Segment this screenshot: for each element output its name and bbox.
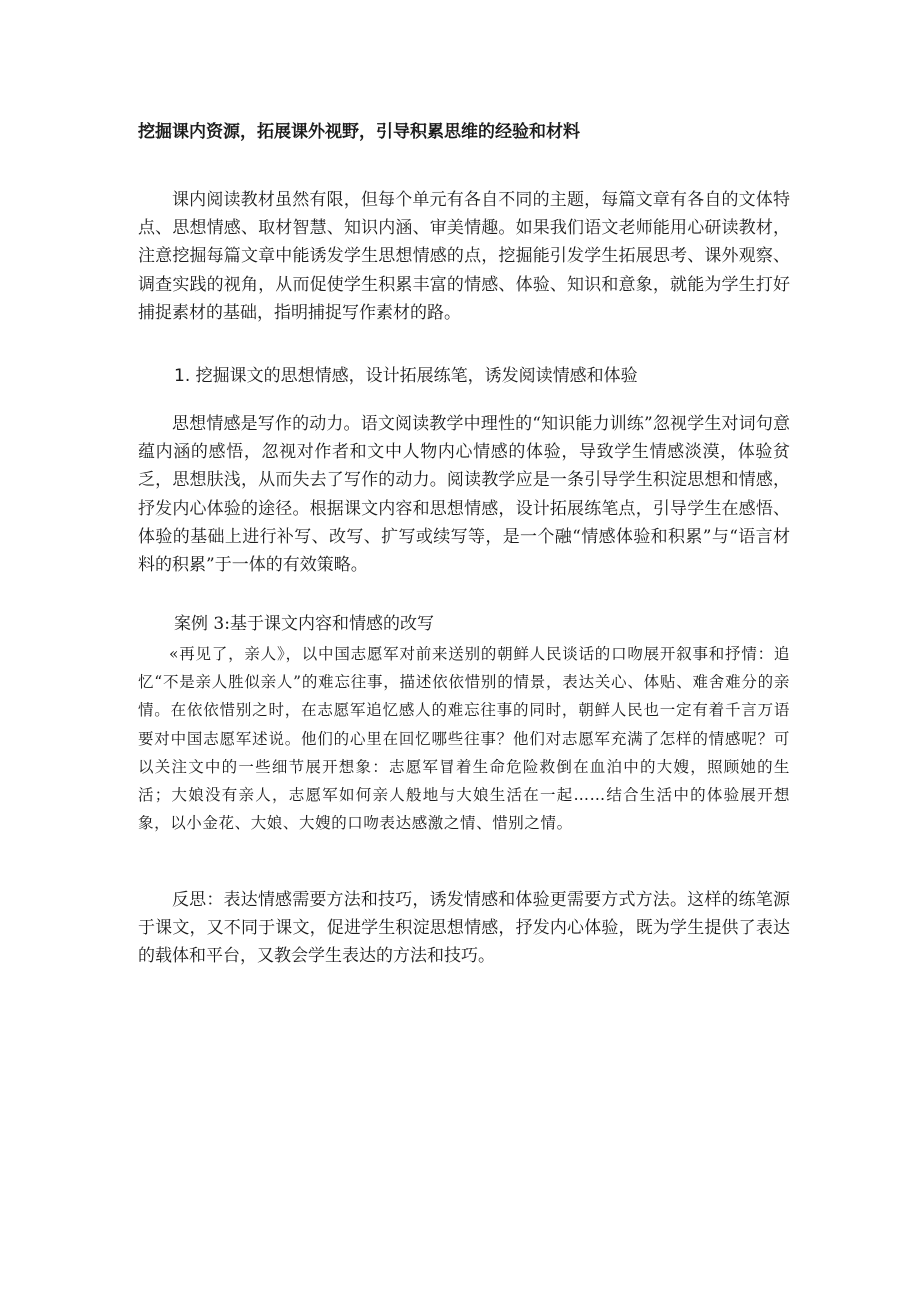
case-title: 案例 3:基于课文内容和情感的改写 [174, 614, 434, 634]
reflection-paragraph: 反思：表达情感需要方法和技巧，诱发情感和体验更需要方式方法。这样的练笔源于课文，又不同于课文，促进学生积淀思想情感，抒发内心体验，既为学生提供了表达的载体和平台，又教会学生表达的方法和技巧。 [138, 890, 790, 967]
document-title: 挖掘课内资源，拓展课外视野，引导积累思维的经验和材料 [138, 122, 580, 142]
intro-paragraph: 课内阅读教材虽然有限，但每个单元有各自不同的主题，每篇文章有各自的文体特点、思想情感、取材智慧、知识内涵、审美情趣。如果我们语文老师能用心研读教材，注意挖掘每篇文章中能诱发学生思想情感的点，挖掘能引发学生拓展思考、课外观察、调查实践的视角，从而促使学生积累丰富的情感、体验、知识和意象，就能为学生打好捕捉素材的基础，指明捕捉写作素材的路。 [138, 190, 790, 323]
section-body-paragraph: 思想情感是写作的动力。语文阅读教学中理性的“知识能力训练”忽视学生对词句意蕴内涵的感悟，忽视对作者和文中人物内心情感的体验，导致学生情感淡漠，体验贫乏，思想肤浅，从而失去了写作的动力。阅读教学应是一条引导学生积淀思想和情感，抒发内心体验的途径。根据课文内容和思想情感，设计拓展练笔点，引导学生在感悟、体验的基础上进行补写、改写、扩写或续写等，是一个融“情感体验和积累”与“语言材料的积累”于一体的有效策略。 [138, 414, 790, 576]
case-body-paragraph: «再见了，亲人》，以中国志愿军对前来送别的朝鲜人民谈话的口吻展开叙事和抒情：追忆“不是亲人胜似亲人”的难忘往事，描述依依惜别的情景，表达关心、体贴、难舍难分的亲情。在依依惜别之时，在志愿军追忆感人的难忘往事的同时，朝鲜人民也一定有着千言万语要对中国志愿军述说。他们的心里在回忆哪些往事？他们对志愿军充满了怎样的情感呢？可以关注文中的一些细节展开想象：志愿军冒着生命危险救倒在血泊中的大嫂，照顾她的生活；大娘没有亲人，志愿军如何亲人般地与大娘生活在一起……结合生活中的体验展开想象，以小金花、大娘、大嫂的口吻表达感激之情、惜别之情。 [138, 645, 790, 833]
section-heading: 1. 挖掘课文的思想情感，设计拓展练笔，诱发阅读情感和体验 [174, 366, 638, 386]
